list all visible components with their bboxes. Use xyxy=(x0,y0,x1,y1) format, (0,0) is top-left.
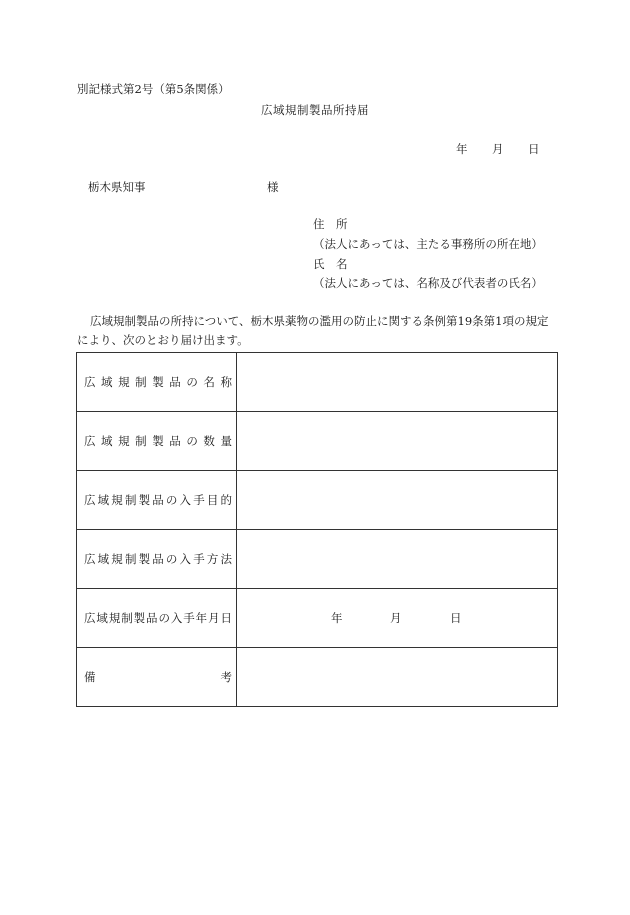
label-cell xyxy=(77,353,237,412)
applicant-address-note: （法人にあっては、主たる事務所の所在地） xyxy=(313,237,543,251)
acquisition-day-label: 日 xyxy=(450,611,462,625)
addressee-suffix: 様 xyxy=(267,180,279,194)
applicant-name-note: （法人にあっては、名称及び代表者の氏名） xyxy=(313,276,543,290)
table-row-product-quantity xyxy=(77,412,558,471)
label-cell xyxy=(77,412,237,471)
product-name-label: 広域規制製品の名称 xyxy=(84,375,232,389)
applicant-address-label: 住 所 xyxy=(313,217,348,231)
declaration-table xyxy=(76,352,558,707)
applicant-name-label: 氏 名 xyxy=(313,257,348,271)
remarks-field[interactable] xyxy=(237,648,558,707)
acquisition-date-label: 広域規制製品の入手年月日 xyxy=(84,611,232,625)
label-cell xyxy=(77,589,237,648)
table-row-acquisition-method xyxy=(77,530,558,589)
acquisition-year-label: 年 xyxy=(331,611,343,625)
table-row-acquisition-purpose xyxy=(77,471,558,530)
body-text-line-2: により、次のとおり届け出ます。 xyxy=(77,333,249,347)
table-row-acquisition-date xyxy=(77,589,558,648)
product-quantity-label: 広域規制製品の数量 xyxy=(84,434,232,448)
remarks-label: 備考 xyxy=(84,670,232,684)
acquisition-purpose-label: 広域規制製品の入手目的 xyxy=(84,493,232,507)
acquisition-purpose-field[interactable] xyxy=(237,471,558,530)
label-cell xyxy=(77,530,237,589)
product-name-field[interactable] xyxy=(237,353,558,412)
product-quantity-field[interactable] xyxy=(237,412,558,471)
acquisition-method-label: 広域規制製品の入手方法 xyxy=(84,552,232,566)
body-text-line-1: 広域規制製品の所持について、栃木県薬物の濫用の防止に関する条例第19条第1項の規定 xyxy=(90,314,549,328)
date-year-label: 年 xyxy=(456,142,468,156)
document-title: 広域規制製品所持届 xyxy=(261,103,369,117)
table-row-remarks xyxy=(77,648,558,707)
addressee-name: 栃木県知事 xyxy=(88,180,146,194)
acquisition-method-field[interactable] xyxy=(237,530,558,589)
form-number: 別記様式第2号（第5条関係） xyxy=(77,82,230,96)
date-month-label: 月 xyxy=(492,142,504,156)
table-row-product-name xyxy=(77,353,558,412)
date-day-label: 日 xyxy=(528,142,540,156)
label-cell xyxy=(77,471,237,530)
acquisition-month-label: 月 xyxy=(390,611,402,625)
label-cell xyxy=(77,648,237,707)
acquisition-date-field[interactable] xyxy=(237,589,558,648)
